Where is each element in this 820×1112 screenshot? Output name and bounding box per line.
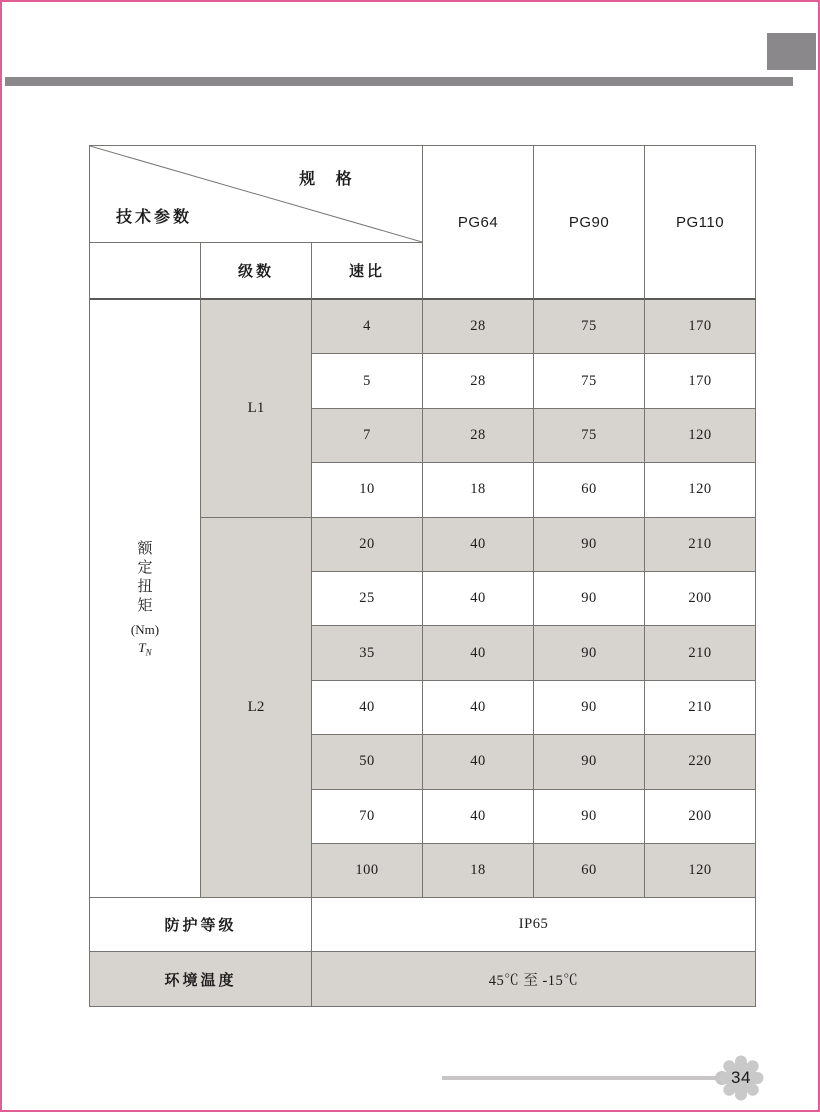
torque-value-cell: 200 [645, 790, 756, 844]
torque-value-cell: 90 [534, 790, 645, 844]
ratio-cell: 25 [312, 572, 423, 626]
torque-value-cell: 120 [645, 844, 756, 898]
torque-value-cell: 200 [645, 572, 756, 626]
column-header-pg90: PG90 [534, 146, 645, 300]
ratio-cell: 10 [312, 463, 423, 517]
protection-class-label: 防护等级 [90, 898, 312, 952]
header-rule-bar [5, 77, 793, 86]
torque-label [131, 540, 159, 658]
protection-class-value: IP65 [312, 898, 756, 952]
torque-value-cell: 40 [423, 735, 534, 789]
torque-value-cell: 90 [534, 518, 645, 572]
ratio-cell: 20 [312, 518, 423, 572]
ratio-cell: 40 [312, 681, 423, 735]
column-header-pg110: PG110 [645, 146, 756, 300]
torque-value-cell: 170 [645, 300, 756, 354]
page-number-badge [718, 1055, 764, 1101]
torque-value-cell: 40 [423, 681, 534, 735]
ratio-cell: 100 [312, 844, 423, 898]
torque-value-cell: 90 [534, 626, 645, 680]
ratio-cell: 50 [312, 735, 423, 789]
stage-header: 级数 [201, 243, 312, 300]
ratio-header: 速比 [312, 243, 423, 300]
spec-table [89, 145, 756, 1007]
torque-value-cell: 40 [423, 572, 534, 626]
page-number: 34 [731, 1068, 751, 1087]
torque-value-cell: 40 [423, 790, 534, 844]
column-header-pg64: PG64 [423, 146, 534, 300]
ratio-cell: 5 [312, 354, 423, 408]
torque-value-cell: 210 [645, 626, 756, 680]
torque-value-cell: 170 [645, 354, 756, 408]
torque-value-cell: 90 [534, 572, 645, 626]
torque-value-cell: 40 [423, 518, 534, 572]
torque-value-cell: 75 [534, 354, 645, 408]
torque-value-cell: 90 [534, 681, 645, 735]
torque-label-symbol: $T_N$ [138, 639, 152, 658]
table-corner-cell [90, 146, 423, 243]
torque-value-cell: 75 [534, 300, 645, 354]
blank-header-cell [90, 243, 201, 300]
corner-label-spec: 规 格 [299, 171, 360, 188]
torque-value-cell: 60 [534, 844, 645, 898]
torque-value-cell: 28 [423, 300, 534, 354]
torque-label-cell [90, 300, 201, 898]
ambient-temp-value: 45℃ 至 -15℃ [312, 952, 756, 1007]
diagonal-divider [90, 146, 422, 242]
torque-value-cell: 210 [645, 518, 756, 572]
footer-rule-line [442, 1076, 720, 1080]
torque-value-cell: 28 [423, 409, 534, 463]
torque-value-cell: 75 [534, 409, 645, 463]
ratio-cell: 35 [312, 626, 423, 680]
torque-value-cell: 120 [645, 463, 756, 517]
torque-value-cell: 40 [423, 626, 534, 680]
torque-value-cell: 18 [423, 844, 534, 898]
torque-value-cell: 28 [423, 354, 534, 408]
torque-value-cell: 18 [423, 463, 534, 517]
torque-value-cell: 220 [645, 735, 756, 789]
ambient-temp-label: 环境温度 [90, 952, 312, 1007]
torque-value-cell: 90 [534, 735, 645, 789]
header-corner-block [767, 33, 816, 70]
torque-label-unit: (Nm) [130, 621, 160, 637]
ratio-cell: 70 [312, 790, 423, 844]
corner-label-params: 技术参数 [116, 209, 193, 226]
ratio-cell: 7 [312, 409, 423, 463]
torque-value-cell: 210 [645, 681, 756, 735]
stage-group-l1: L1 [201, 300, 312, 518]
stage-group-l2: L2 [201, 518, 312, 899]
torque-value-cell: 120 [645, 409, 756, 463]
ratio-cell: 4 [312, 300, 423, 354]
torque-value-cell: 60 [534, 463, 645, 517]
torque-label-chars: 额定扭矩 [137, 540, 153, 614]
